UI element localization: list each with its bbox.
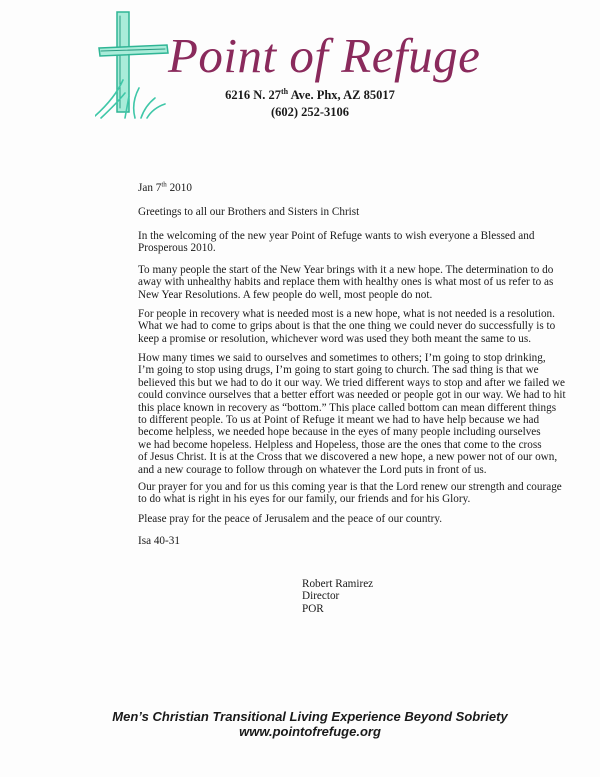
address: 6216 N. 27th Ave. Phx, AZ 85017 bbox=[225, 86, 395, 102]
paragraph-2: To many people the start of the New Year brings with it a new hope. The determination to do away with unhealthy habits and replace them with healthy ones is what most of us refer to as New Year Resolutions. A few people do well, most people do not. bbox=[138, 264, 554, 301]
footer-tagline: Men’s Christian Transitional Living Experience Beyond Sobriety bbox=[112, 709, 508, 724]
footer-website: www.pointofrefuge.org bbox=[239, 724, 381, 739]
cross-icon bbox=[95, 8, 175, 120]
signer-org: POR bbox=[302, 602, 324, 615]
organization-title: Point of Refuge bbox=[168, 28, 481, 83]
greeting: Greetings to all our Brothers and Sisters in Christ bbox=[138, 206, 360, 218]
paragraph-3: For people in recovery what is needed most is a new hope, what is not needed is a resolution. What we had to come to grips about is that the one thing we could never do successfully is to keep a promise or resolution, whichever word was used they both meant the same to us. bbox=[138, 308, 556, 345]
signer-name: Robert Ramirez bbox=[302, 578, 374, 590]
paragraph-5: Our prayer for you and for us this coming year is that the Lord renew our strength and courage to do what is right in his eyes for our family, our friends and for his Glory. bbox=[138, 481, 562, 506]
signer-title: Director bbox=[302, 590, 340, 603]
phone-number: (602) 252-3106 bbox=[270, 105, 350, 119]
paragraph-1: In the welcoming of the new year Point of Refuge wants to wish everyone a Blessed and Prosperous 2010. bbox=[138, 230, 535, 255]
letter-date: Jan 7th 2010 bbox=[138, 180, 192, 194]
paragraph-6: Please pray for the peace of Jerusalem and the peace of our country. bbox=[138, 513, 442, 525]
footer bbox=[0, 709, 600, 739]
scripture-reference: Isa 40-31 bbox=[138, 535, 180, 547]
paragraph-4: How many times we said to ourselves and sometimes to others; I’m going to stop drinking, I’m going to stop using drugs, I’m going to start going to church. The sad thing is that we believed this but we had to do it our way. We tried different ways to stop and after we failed we could convince ourselves that a better effort was needed or people got in our way. We had to hit this place known in recovery as “bottom.” This place called bottom can mean different things to different people. To us at Point of Refuge it meant we had to have help because we had become helpless, we needed hope because in the eyes of many people including ourselves we had become hopeless. Helpless and Hopeless, those are the ones that come to the cross of Jesus Christ. It is at the Cross that we discovered a new hope, a new power not of our own, and a new courage to follow through on whatever the Lord puts in front of us. bbox=[138, 352, 566, 476]
signature-block bbox=[302, 578, 373, 615]
